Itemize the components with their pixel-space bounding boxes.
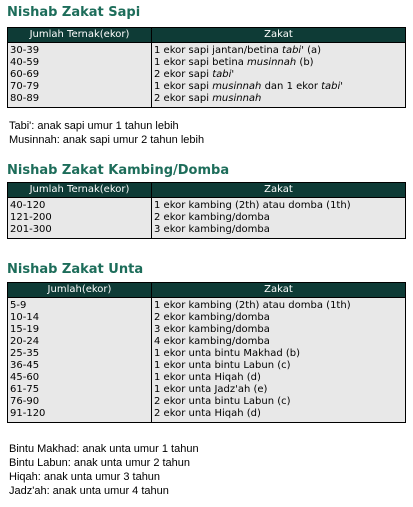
zakat-text: dan 1 ekor — [261, 81, 322, 92]
zakat-text: 2 ekor sapi — [154, 69, 213, 80]
table-row — [8, 81, 406, 93]
table-row — [8, 396, 406, 408]
zakat-term: musinnah — [212, 81, 262, 92]
sapi-notes — [9, 119, 204, 147]
table-row — [8, 360, 406, 372]
kambing-header-zakat: Zakat — [152, 183, 406, 198]
table-row — [8, 212, 406, 224]
zakat-text: 1 ekor sapi jantan/betina — [154, 45, 283, 56]
unta-note: Jadz'ah: anak unta umur 4 tahun — [9, 485, 169, 497]
zakat-cell: 2 ekor unta bintu Labun (c) — [152, 396, 406, 408]
unta-header-zakat: Zakat — [152, 283, 406, 298]
table-row — [8, 372, 406, 384]
zakat-cell: 2 ekor kambing/domba — [152, 312, 406, 324]
zakat-cell: 1 ekor unta Jadz'ah (e) — [152, 384, 406, 396]
zakat-cell: 1 ekor unta bintu Makhad (b) — [152, 348, 406, 360]
table-row — [8, 336, 406, 348]
count-cell: 40-120 — [8, 198, 152, 213]
sapi-note: Musinnah: anak sapi umur 2 tahun lebih — [9, 134, 205, 146]
zakat-cell: 1 ekor unta Hiqah (d) — [152, 372, 406, 384]
count-cell: 80-89 — [8, 93, 152, 108]
sapi-note: Tabi': anak sapi umur 1 tahun lebih — [9, 120, 179, 132]
zakat-cell — [152, 81, 406, 93]
zakat-text: (a) — [303, 45, 322, 56]
zakat-cell — [152, 93, 406, 108]
table-row — [8, 198, 406, 213]
zakat-cell: 4 ekor kambing/domba — [152, 336, 406, 348]
sapi-table — [7, 27, 406, 108]
zakat-cell: 1 ekor kambing (2th) atau domba (1th) — [152, 198, 406, 213]
table-row — [8, 93, 406, 108]
sapi-header-zakat: Zakat — [152, 28, 406, 43]
zakat-term: musinnah — [212, 93, 262, 104]
count-cell: 121-200 — [8, 212, 152, 224]
count-cell: 10-14 — [8, 312, 152, 324]
count-cell: 201-300 — [8, 224, 152, 239]
zakat-term: tabi' — [282, 45, 304, 56]
count-cell: 36-45 — [8, 360, 152, 372]
kambing-header-count: Jumlah Ternak(ekor) — [8, 183, 152, 198]
zakat-cell — [152, 69, 406, 81]
count-cell: 15-19 — [8, 324, 152, 336]
zakat-cell: 3 ekor kambing/domba — [152, 324, 406, 336]
unta-note: Bintu Makhad: anak unta umur 1 tahun — [9, 443, 199, 455]
zakat-text: 1 ekor sapi betina — [154, 57, 248, 68]
zakat-cell: 1 ekor unta bintu Labun (c) — [152, 360, 406, 372]
unta-notes — [9, 442, 199, 498]
unta-title: Nishab Zakat Unta — [7, 262, 144, 277]
unta-header-count: Jumlah(ekor) — [8, 283, 152, 298]
table-row — [8, 348, 406, 360]
zakat-text: 2 ekor sapi — [154, 93, 213, 104]
count-cell: 91-120 — [8, 408, 152, 423]
table-row — [8, 57, 406, 69]
count-cell: 76-90 — [8, 396, 152, 408]
table-row — [8, 224, 406, 239]
count-cell: 30-39 — [8, 43, 152, 58]
zakat-term: tabi' — [212, 69, 235, 80]
zakat-cell — [152, 43, 406, 58]
unta-table — [7, 282, 406, 423]
unta-note: Hiqah: anak unta umur 3 tahun — [9, 471, 161, 483]
zakat-cell: 1 ekor kambing (2th) atau domba (1th) — [152, 298, 406, 313]
zakat-cell: 2 ekor unta Hiqah (d) — [152, 408, 406, 423]
table-row — [8, 408, 406, 423]
kambing-table — [7, 182, 406, 239]
table-row — [8, 43, 406, 58]
count-cell: 45-60 — [8, 372, 152, 384]
zakat-text: (b) — [296, 57, 314, 68]
count-cell: 61-75 — [8, 384, 152, 396]
zakat-cell: 2 ekor kambing/domba — [152, 212, 406, 224]
count-cell: 20-24 — [8, 336, 152, 348]
zakat-cell — [152, 57, 406, 69]
count-cell: 60-69 — [8, 69, 152, 81]
count-cell: 5-9 — [8, 298, 152, 313]
zakat-cell: 3 ekor kambing/domba — [152, 224, 406, 239]
table-row — [8, 312, 406, 324]
unta-note: Bintu Labun: anak unta umur 2 tahun — [9, 457, 191, 469]
count-cell: 40-59 — [8, 57, 152, 69]
table-row — [8, 69, 406, 81]
sapi-header-count: Jumlah Ternak(ekor) — [8, 28, 152, 43]
count-cell: 25-35 — [8, 348, 152, 360]
table-row — [8, 384, 406, 396]
kambing-title: Nishab Zakat Kambing/Domba — [7, 163, 230, 178]
zakat-text: 1 ekor sapi — [154, 81, 213, 92]
zakat-term: musinnah — [247, 57, 297, 68]
zakat-term: tabi' — [321, 81, 344, 92]
count-cell: 70-79 — [8, 81, 152, 93]
sapi-title: Nishab Zakat Sapi — [7, 5, 141, 20]
table-row — [8, 298, 406, 313]
table-row — [8, 324, 406, 336]
